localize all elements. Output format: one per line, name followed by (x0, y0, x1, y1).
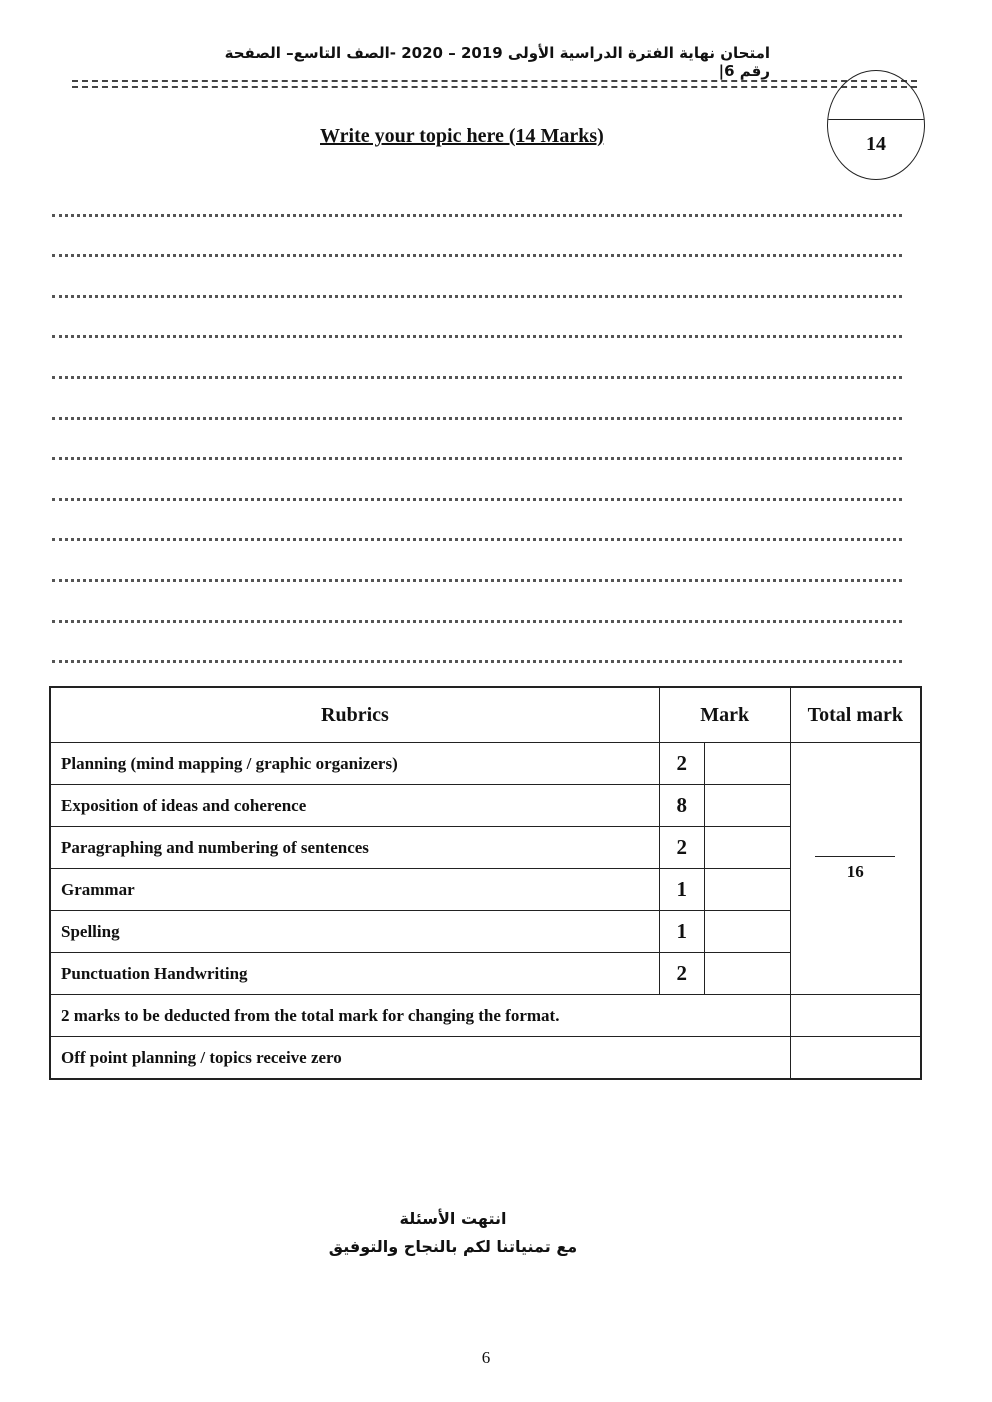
writing-line[interactable] (52, 176, 902, 217)
total-mark-cell (790, 743, 921, 995)
rubric-note: 2 marks to be deducted from the total mark for changing the format. (50, 995, 790, 1037)
rubric-table (49, 686, 922, 1080)
rubrics-header: Rubrics (50, 687, 659, 743)
rubric-max-mark: 2 (659, 743, 704, 785)
score-divider (828, 119, 924, 120)
rubric-max-mark: 2 (659, 827, 704, 869)
writing-line[interactable] (52, 501, 902, 542)
rubric-score-cell[interactable] (704, 743, 790, 785)
rubric-note-row (50, 995, 921, 1037)
score-value: 14 (866, 133, 886, 155)
score-circle (827, 70, 925, 180)
rubric-max-mark: 8 (659, 785, 704, 827)
writing-line[interactable] (52, 379, 902, 420)
page-number: 6 (481, 1348, 491, 1367)
header-divider (72, 80, 917, 88)
rubric-label: Punctuation Handwriting (50, 953, 659, 995)
writing-line[interactable] (52, 217, 902, 258)
rubric-score-cell[interactable] (704, 827, 790, 869)
writing-line[interactable] (52, 257, 902, 298)
mark-header: Mark (659, 687, 790, 743)
total-mark-header (790, 687, 921, 743)
writing-line[interactable] (52, 460, 902, 501)
rubric-score-cell[interactable] (704, 869, 790, 911)
writing-line[interactable] (52, 623, 902, 664)
rubric-max-mark: 1 (659, 869, 704, 911)
rubric-label: Spelling (50, 911, 659, 953)
rubric-label: Exposition of ideas and coherence (50, 785, 659, 827)
note-score-cell[interactable] (790, 995, 921, 1037)
closing-message (300, 1205, 606, 1261)
rubric-note-row (50, 1037, 921, 1080)
topic-title: Write your topic here (14 Marks) (320, 125, 604, 147)
exam-header: امتحان نهاية الفترة الدراسية الأولى 2019 – 2020 -الصف التاسع– الصفحة رقم 6| (224, 44, 770, 80)
closing-line-1: انتهت الأسئلة (399, 1209, 507, 1228)
note-score-cell[interactable] (790, 1037, 921, 1080)
rubric-max-mark: 2 (659, 953, 704, 995)
rubric-score-cell[interactable] (704, 785, 790, 827)
writing-line[interactable] (52, 420, 902, 461)
rubric-row (50, 743, 921, 785)
writing-line[interactable] (52, 338, 902, 379)
writing-area[interactable] (52, 176, 902, 663)
rubric-label: Paragraphing and numbering of sentences (50, 827, 659, 869)
closing-line-2: مع تمنياتنا لكم بالنجاح والتوفيق (328, 1237, 578, 1256)
rubric-score-cell[interactable] (704, 911, 790, 953)
rubric-label: Grammar (50, 869, 659, 911)
rubric-score-cell[interactable] (704, 953, 790, 995)
rubric-max-mark: 1 (659, 911, 704, 953)
total-mark-header-text: Total mark (807, 704, 903, 726)
writing-line[interactable] (52, 541, 902, 582)
writing-line[interactable] (52, 298, 902, 339)
rubric-note: Off point planning / topics receive zero (50, 1037, 790, 1080)
total-mark-line (815, 856, 895, 857)
rubric-label: Planning (mind mapping / graphic organizers) (50, 743, 659, 785)
writing-line[interactable] (52, 582, 902, 623)
rubric-header-row (50, 687, 921, 743)
total-mark-value: 16 (846, 861, 864, 881)
